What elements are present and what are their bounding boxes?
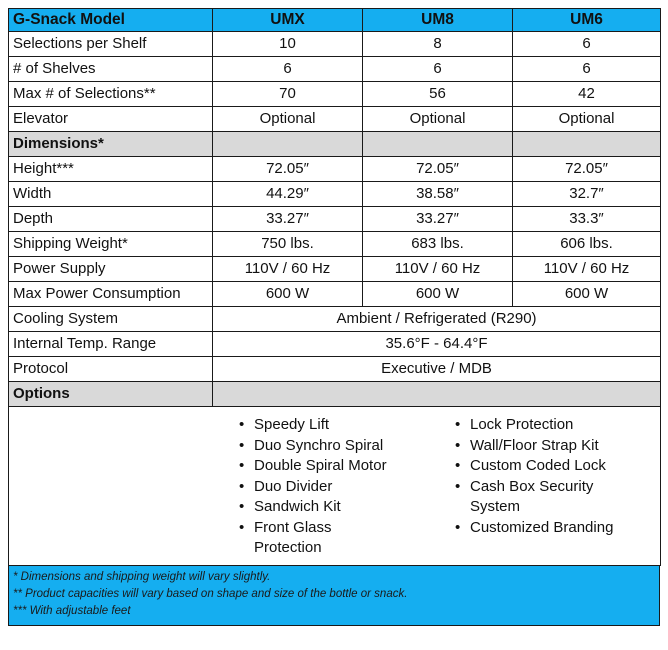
list-item: • Custom Coded Lock xyxy=(455,456,655,477)
cell-value: Ambient / Refrigerated (R290) xyxy=(213,307,661,332)
list-item: • Speedy Lift xyxy=(239,415,439,436)
table-row xyxy=(9,57,661,82)
cell-value: 70 xyxy=(213,82,363,107)
list-item: • Sandwich Kit xyxy=(239,497,439,518)
table-row xyxy=(9,32,661,57)
empty-cell xyxy=(363,132,513,157)
list-item: • Front Glass Protection xyxy=(239,518,354,559)
cell-value: 683 lbs. xyxy=(363,232,513,257)
cell-value: 33.27″ xyxy=(213,207,363,232)
header-label: G-Snack Model xyxy=(9,9,213,32)
table-row xyxy=(9,182,661,207)
cell-value: 606 lbs. xyxy=(513,232,661,257)
footnotes xyxy=(8,566,660,626)
row-label: Elevator xyxy=(9,107,213,132)
row-label: Selections per Shelf xyxy=(9,32,213,57)
section-heading: Options xyxy=(9,382,213,407)
table-row xyxy=(9,307,661,332)
cell-value: 33.3″ xyxy=(513,207,661,232)
cell-value: 33.27″ xyxy=(363,207,513,232)
cell-value: 35.6°F - 64.4°F xyxy=(213,332,661,357)
spec-sheet xyxy=(8,8,660,642)
cell-value: 72.05″ xyxy=(513,157,661,182)
cell-value: 110V / 60 Hz xyxy=(213,257,363,282)
empty-cell xyxy=(213,132,363,157)
model-um6: UM6 xyxy=(513,9,661,32)
table-row xyxy=(9,232,661,257)
footnote: ** Product capacities will vary based on shape and size of the bottle or snack. xyxy=(13,588,408,600)
row-label: Width xyxy=(9,182,213,207)
cell-value: 6 xyxy=(513,32,661,57)
cell-value: 6 xyxy=(213,57,363,82)
cell-value: 600 W xyxy=(513,282,661,307)
cell-value: 8 xyxy=(363,32,513,57)
list-item: • Double Spiral Motor xyxy=(239,456,439,477)
row-label: Max Power Consumption xyxy=(9,282,213,307)
cell-value: 600 W xyxy=(363,282,513,307)
cell-value: 110V / 60 Hz xyxy=(513,257,661,282)
section-row-dimensions xyxy=(9,132,661,157)
row-label: Depth xyxy=(9,207,213,232)
list-item: • Duo Divider xyxy=(239,477,439,498)
table-row xyxy=(9,282,661,307)
footnote: * Dimensions and shipping weight will vary slightly. xyxy=(13,571,271,583)
list-item: • Wall/Floor Strap Kit xyxy=(455,436,655,457)
row-label: Protocol xyxy=(9,357,213,382)
spec-table xyxy=(8,8,661,566)
footnote: *** With adjustable feet xyxy=(13,605,131,617)
cell-value: 56 xyxy=(363,82,513,107)
row-label: Power Supply xyxy=(9,257,213,282)
options-row xyxy=(9,407,661,566)
table-row xyxy=(9,207,661,232)
cell-value: 72.05″ xyxy=(213,157,363,182)
cell-value: 38.58″ xyxy=(363,182,513,207)
header-row xyxy=(9,9,661,32)
table-row xyxy=(9,82,661,107)
cell-value: Optional xyxy=(363,107,513,132)
table-row xyxy=(9,107,661,132)
row-label: Cooling System xyxy=(9,307,213,332)
cell-value: 32.7″ xyxy=(513,182,661,207)
row-label: Shipping Weight* xyxy=(9,232,213,257)
empty-cell xyxy=(513,132,661,157)
list-item: • Customized Branding xyxy=(455,518,655,539)
table-row xyxy=(9,357,661,382)
row-label: # of Shelves xyxy=(9,57,213,82)
table-row xyxy=(9,157,661,182)
cell-value: 72.05″ xyxy=(363,157,513,182)
row-label: Height*** xyxy=(9,157,213,182)
list-item: • Cash Box Security System xyxy=(455,477,620,518)
table-row xyxy=(9,257,661,282)
options-list-right xyxy=(455,415,655,538)
cell-value: 10 xyxy=(213,32,363,57)
options-cell xyxy=(9,407,661,566)
model-umx: UMX xyxy=(213,9,363,32)
model-um8: UM8 xyxy=(363,9,513,32)
cell-value: 600 W xyxy=(213,282,363,307)
table-row xyxy=(9,332,661,357)
cell-value: 6 xyxy=(363,57,513,82)
cell-value: 110V / 60 Hz xyxy=(363,257,513,282)
options-list-left xyxy=(239,415,439,559)
cell-value: 750 lbs. xyxy=(213,232,363,257)
cell-value: Executive / MDB xyxy=(213,357,661,382)
list-item: • Lock Protection xyxy=(455,415,655,436)
section-row-options xyxy=(9,382,661,407)
cell-value: Optional xyxy=(513,107,661,132)
list-item: • Duo Synchro Spiral xyxy=(239,436,439,457)
cell-value: 6 xyxy=(513,57,661,82)
row-label: Internal Temp. Range xyxy=(9,332,213,357)
cell-value: 44.29″ xyxy=(213,182,363,207)
section-heading: Dimensions* xyxy=(9,132,213,157)
empty-cell xyxy=(213,382,661,407)
cell-value: 42 xyxy=(513,82,661,107)
cell-value: Optional xyxy=(213,107,363,132)
row-label: Max # of Selections** xyxy=(9,82,213,107)
